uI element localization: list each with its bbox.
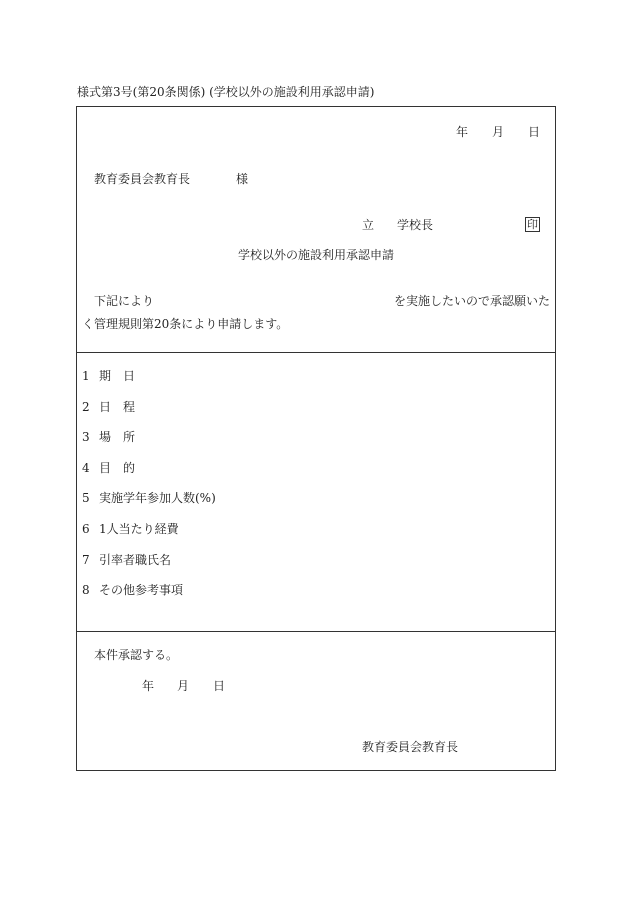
item-label: 1人当たり経費 [99, 522, 179, 536]
approval-date-year: 年 [142, 679, 155, 693]
approval-statement: 本件承認する。 [94, 648, 179, 662]
item-number: 3 [82, 430, 90, 444]
item-number: 4 [82, 461, 90, 475]
application-date-day: 日 [528, 125, 541, 139]
application-body-part2: を実施したいので承認願いた [394, 294, 551, 308]
item-label: 目 的 [99, 461, 136, 475]
application-date-month: 月 [492, 125, 505, 139]
approval-date-month: 月 [177, 679, 190, 693]
item-label: その他参考事項 [99, 583, 184, 597]
approval-date-day: 日 [213, 679, 226, 693]
addressee-honorific: 様 [236, 172, 249, 186]
item-number: 6 [82, 522, 90, 536]
item-label: 実施学年参加人数(%) [99, 491, 216, 505]
item-label: 場 所 [99, 430, 136, 444]
applicant-title: 学校長 [397, 218, 434, 232]
application-body-part1: 下記により [94, 294, 155, 308]
seal-stamp-mark: 印 [527, 218, 538, 231]
item-label: 日 程 [99, 400, 136, 414]
section-divider-2 [77, 631, 555, 632]
item-label: 期 日 [99, 369, 136, 383]
form-number-heading: 様式第3号(第20条関係) (学校以外の施設利用承認申請) [77, 85, 375, 99]
item-number: 5 [82, 491, 90, 505]
item-label: 引率者職氏名 [99, 553, 172, 567]
approval-signatory: 教育委員会教育長 [362, 740, 459, 754]
addressee: 教育委員会教育長 [94, 172, 191, 186]
application-title: 学校以外の施設利用承認申請 [238, 248, 395, 262]
item-number: 8 [82, 583, 90, 597]
applicant-prefix: 立 [362, 218, 375, 232]
section-divider-1 [77, 352, 555, 353]
item-number: 7 [82, 553, 90, 567]
application-form [76, 106, 556, 771]
application-body-line2: く管理規則第20条により申請します。 [82, 317, 289, 331]
application-date-year: 年 [456, 125, 469, 139]
item-number: 1 [82, 369, 90, 383]
item-number: 2 [82, 400, 90, 414]
